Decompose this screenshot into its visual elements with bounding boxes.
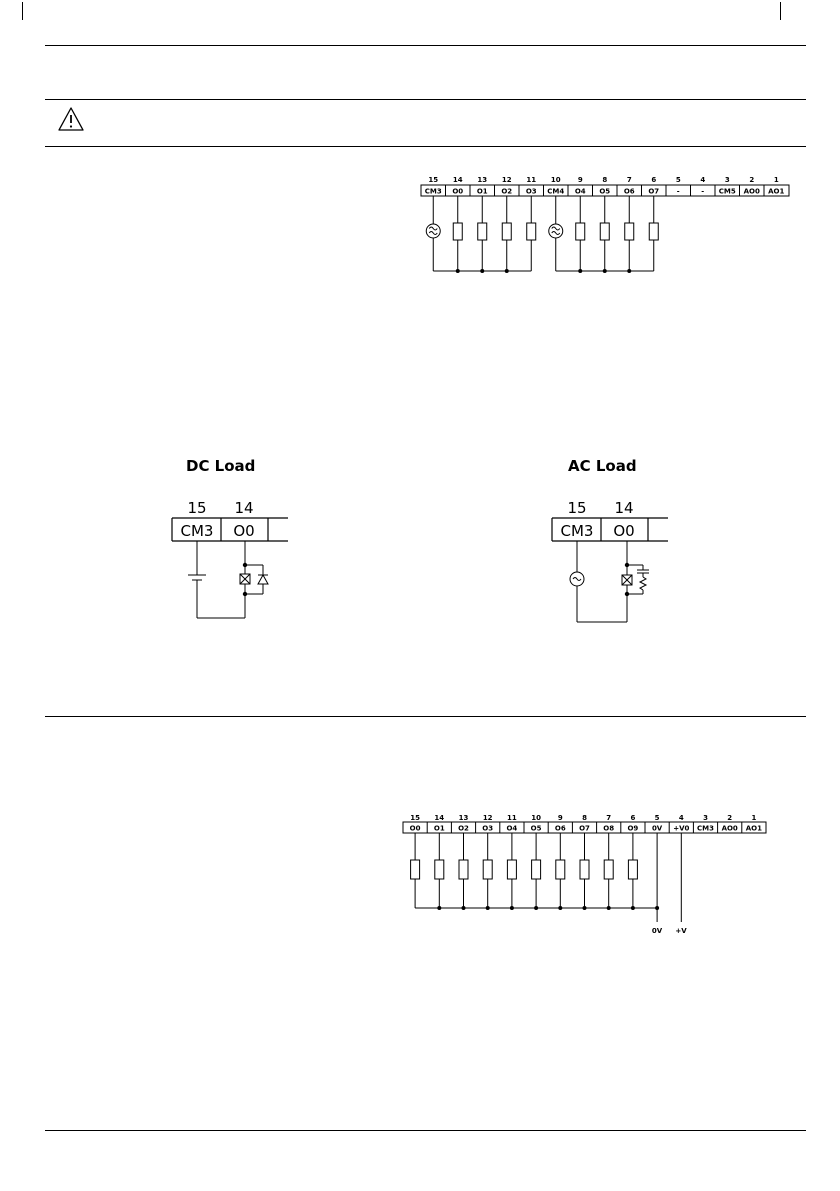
pin-number: 5: [675, 176, 681, 184]
junction-dot: [462, 906, 466, 910]
pin-number: 8: [602, 176, 608, 184]
load-resistor-symbol: [604, 860, 613, 879]
pin-number: 4: [678, 814, 684, 822]
load-resistor-symbol: [483, 860, 492, 879]
terminal-label: O2: [501, 187, 513, 196]
ac-load-diagram: [550, 498, 670, 623]
pin-number: 1: [751, 814, 757, 822]
load-resistor-symbol: [478, 223, 487, 240]
pin-number: 6: [651, 176, 657, 184]
warning-icon: [57, 106, 85, 132]
pin-number: 7: [626, 176, 632, 184]
ac-source-symbol: [426, 224, 440, 238]
pin-number: 12: [501, 176, 512, 184]
junction-dot: [505, 269, 509, 273]
load-resistor-symbol: [580, 860, 589, 879]
load-resistor-symbol: [459, 860, 468, 879]
terminal-label: O6: [623, 187, 635, 196]
junction-dot: [655, 906, 659, 910]
junction-dot: [627, 269, 631, 273]
load-resistor-symbol: [532, 860, 541, 879]
terminal-label: CM3: [697, 824, 714, 833]
load-resistor-symbol: [649, 223, 658, 240]
junction-dot: [480, 269, 484, 273]
ac-source-symbol: [549, 224, 563, 238]
load-resistor-symbol: [527, 223, 536, 240]
pin-number: 14: [434, 814, 445, 822]
load-resistor-symbol: [556, 860, 565, 879]
terminal-label: O9: [627, 824, 639, 833]
load-resistor-symbol: [502, 223, 511, 240]
section-rule: [45, 716, 806, 717]
pin-number: 5: [654, 814, 660, 822]
terminal-label: CM5: [718, 187, 736, 196]
pin-number: 3: [724, 176, 730, 184]
pin-number: 13: [477, 176, 488, 184]
terminal-label: O0: [613, 522, 635, 540]
junction-dot: [486, 906, 490, 910]
pin-number: 2: [749, 176, 755, 184]
junction-dot: [603, 269, 607, 273]
pin-number: 10: [531, 814, 541, 822]
pin-label: 15: [567, 499, 587, 517]
terminal-label: O0: [409, 824, 421, 833]
junction-dot: [578, 269, 582, 273]
junction-dot: [510, 906, 514, 910]
pin-number: 1: [773, 176, 779, 184]
warning-rule-top: [45, 99, 806, 100]
terminal-label: O4: [506, 824, 518, 833]
terminal-label: O8: [603, 824, 615, 833]
load-resistor-symbol: [453, 223, 462, 240]
terminal-label: O1: [476, 187, 488, 196]
terminal-label: CM3: [180, 522, 214, 540]
pin-number: 7: [606, 814, 612, 822]
terminal-label: O0: [452, 187, 464, 196]
pin-label: 14: [234, 499, 254, 517]
terminal-label: CM3: [424, 187, 442, 196]
junction-dot: [607, 906, 611, 910]
0v-label: 0V: [651, 927, 663, 935]
pin-number: 9: [577, 176, 583, 184]
pin-number: 3: [703, 814, 708, 822]
pin-number: 14: [452, 176, 463, 184]
terminal-label: O1: [433, 824, 445, 833]
pin-label: 15: [187, 499, 207, 517]
load-resistor-symbol: [576, 223, 585, 240]
terminal-label: O0: [233, 522, 255, 540]
terminal-label: O4: [574, 187, 586, 196]
junction-dot: [437, 906, 441, 910]
terminal-label: O5: [530, 824, 542, 833]
crop-mark-left: [22, 2, 23, 20]
pin-number: 15: [410, 814, 420, 822]
plus-v-label: +V: [675, 927, 687, 935]
terminal-label: 0V: [651, 824, 663, 833]
terminal-label: O2: [458, 824, 469, 833]
terminal-label: O3: [482, 824, 494, 833]
terminal-label: -: [676, 187, 680, 196]
pin-number: 11: [507, 814, 517, 822]
junction-dot: [456, 269, 460, 273]
terminal-label: O5: [599, 187, 611, 196]
top-rule: [45, 45, 806, 46]
warning-rule-bottom: [45, 146, 806, 147]
pin-number: 13: [458, 814, 469, 822]
load-resistor-symbol: [600, 223, 609, 240]
load-resistor-symbol: [625, 223, 634, 240]
load-resistor-symbol: [411, 860, 420, 879]
pin-number: 12: [482, 814, 493, 822]
junction-dot: [583, 906, 587, 910]
pin-number: 15: [428, 176, 439, 184]
pin-number: 4: [700, 176, 706, 184]
terminal-label: AO1: [768, 187, 785, 196]
terminal-label: +V0: [673, 824, 690, 833]
junction-dot: [534, 906, 538, 910]
load-resistor-symbol: [507, 860, 516, 879]
pin-number: 2: [727, 814, 733, 822]
pin-number: 10: [550, 176, 561, 184]
terminal-label: CM3: [560, 522, 594, 540]
load-resistor-symbol: [435, 860, 444, 879]
load-resistor-symbol: [628, 860, 637, 879]
terminal-label: CM4: [547, 187, 565, 196]
bottom-rule: [45, 1130, 806, 1131]
transistor-output-wiring-diagram: [400, 812, 780, 940]
terminal-label: AO0: [721, 824, 738, 833]
dc-load-title: DC Load: [186, 457, 256, 475]
pin-number: 8: [582, 814, 587, 822]
pin-number: 9: [557, 814, 563, 822]
ac-load-title: AC Load: [568, 457, 637, 475]
terminal-label: O3: [525, 187, 537, 196]
junction-dot: [558, 906, 562, 910]
relay-output-wiring-diagram: [415, 170, 795, 280]
terminal-label: O7: [579, 824, 590, 833]
terminal-label: AO1: [745, 824, 763, 833]
dc-load-diagram: [170, 498, 290, 623]
terminal-label: O6: [554, 824, 566, 833]
terminal-label: -: [701, 187, 705, 196]
crop-mark-right: [780, 2, 781, 20]
terminal-label: O7: [648, 187, 660, 196]
pin-number: 11: [526, 176, 537, 184]
pin-number: 6: [630, 814, 636, 822]
pin-label: 14: [614, 499, 634, 517]
terminal-label: AO0: [743, 187, 760, 196]
junction-dot: [631, 906, 635, 910]
